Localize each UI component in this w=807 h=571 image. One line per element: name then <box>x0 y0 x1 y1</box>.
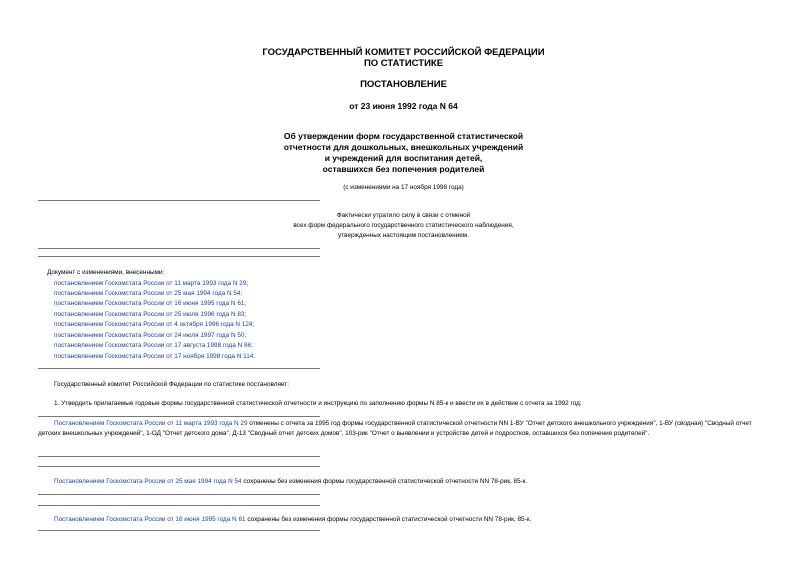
divider <box>38 494 320 495</box>
org-name-line2: ПО СТАТИСТИКЕ <box>363 58 444 69</box>
amendment-link[interactable]: постановлением Госкомстата России от 17 ноября 1998 года N 114. <box>54 353 256 360</box>
note-1-link[interactable]: Постановлением Госкомстата России от 11 марта 1993 года N 29 <box>54 420 248 427</box>
title-line1: Об утверждении форм государственной статистической <box>283 131 524 141</box>
amendments-heading: Документ с изменениями, внесенными: <box>47 269 165 276</box>
notice-line1: Фактически утратило силу в связи с отменой <box>336 212 471 219</box>
notice-line3: утвержденных настоящим постановлением. <box>338 232 469 239</box>
title-line3: и учреждений для воспитания детей, <box>324 153 483 163</box>
doc-date-number: от 23 июня 1992 года N 64 <box>349 101 458 111</box>
title-line4: оставшихся без попечения родителей <box>322 164 485 174</box>
note-1 <box>38 419 766 440</box>
intro-paragraph: Государственный комитет Российской Федерации по статистике постановляет: <box>54 381 289 388</box>
divider <box>38 530 320 531</box>
amendment-link[interactable]: постановлением Госкомстата России от 25 мая 1994 года N 54; <box>54 290 243 297</box>
org-name-line1: ГОСУДАРСТВЕННЫЙ КОМИТЕТ РОССИЙСКОЙ ФЕДЕРАЦИИ <box>262 47 545 58</box>
amendment-link[interactable]: постановлением Госкомстата России от 24 июля 1997 года N 50; <box>54 332 247 339</box>
amendment-link[interactable]: постановлением Госкомстата России от 17 августа 1998 года N 86; <box>54 342 253 349</box>
title-line2: отчетности для дошкольных, внешкольных учреждений <box>283 142 524 152</box>
note-2 <box>54 477 527 487</box>
note-2-link[interactable]: Постановлением Госкомстата России от 25 мая 1994 года N 54 <box>54 478 242 485</box>
note-3-text: сохранены без изменения формы государственной статистической отчетности NN 78-рик, 85-к. <box>245 516 532 523</box>
note-2-text: сохранены без изменения формы государственной статистической отчетности NN 78-рик, 85-к. <box>241 478 528 485</box>
amendment-link[interactable]: постановлением Госкомстата России от 16 июня 1995 года N 61; <box>54 300 247 307</box>
amendment-link[interactable]: постановлением Госкомстата России от 4 октября 1996 года N 124; <box>54 321 255 328</box>
note-3 <box>54 515 531 525</box>
note-1-text: отменены с отчета за 1995 год формы государственной статистической отчетности NN 1-ВУ "Отчет детского внешкольного учреждения", 1-ВУ (сводная) "Сводный отчет детских внешкольных учреждений", 1-ОД "Отчет детского дома", Д-13 "Сводный отчет детских домов", 103-рик "Отчет о выявлении и устройстве детей и подростков, оставшихся без попечения родителей". <box>38 420 752 438</box>
divider <box>38 200 320 201</box>
divider <box>38 248 320 249</box>
divider <box>38 466 320 467</box>
divider <box>38 368 320 369</box>
divider <box>38 505 320 506</box>
divider <box>38 416 320 417</box>
notice-line2: всех форм федерального государственного статистического наблюдения, <box>293 222 514 229</box>
doc-type: ПОСТАНОВЛЕНИЕ <box>360 79 447 90</box>
amended-note: (с изменениями на 17 ноября 1998 года) <box>343 184 464 191</box>
divider <box>38 456 320 457</box>
divider <box>38 256 320 257</box>
point-1: 1. Утвердить прилагаемые годовые формы государственной статистической отчетности и инструкцию по заполнению формы N 85-к и ввести их в действие с отчета за 1992 год: <box>54 400 582 407</box>
amendment-link[interactable]: постановлением Госкомстата России от 11 марта 1993 года N 29; <box>54 280 249 287</box>
note-3-link[interactable]: Постановлением Госкомстата России от 16 июня 1995 года N 61 <box>54 516 246 523</box>
amendment-link[interactable]: постановлением Госкомстата России от 25 июля 1996 года N 83; <box>54 311 247 318</box>
